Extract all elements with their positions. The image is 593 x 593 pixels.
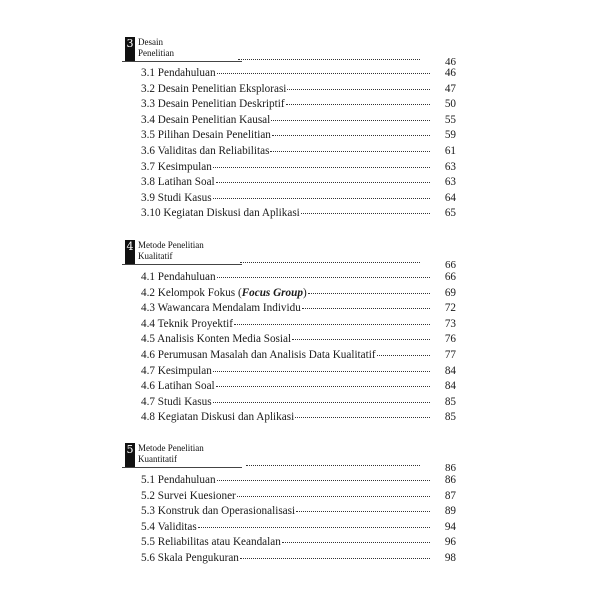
entry-page: 46 — [444, 67, 456, 79]
entry-page: 61 — [444, 144, 456, 157]
chapter-title-line1: Metode Penelitian — [138, 443, 204, 453]
entry-leader — [286, 104, 430, 105]
entry-label: 4.6 Latihan Soal — [141, 380, 215, 393]
entry-leader — [240, 558, 430, 559]
entry-leader — [302, 308, 430, 309]
entry-leader — [308, 293, 430, 294]
entry-leader — [282, 542, 430, 543]
toc-entry[interactable] — [122, 552, 456, 568]
toc-entry[interactable] — [122, 161, 456, 177]
entry-label: 4.8 Kegiatan Diskusi dan Aplikasi — [141, 411, 295, 424]
toc-entry[interactable] — [122, 365, 456, 381]
toc-entries — [122, 67, 456, 223]
entry-label: 5.5 Reliabilitas atau Keandalan — [141, 536, 281, 549]
entry-page: 96 — [444, 536, 456, 549]
entry-label: 3.1 Pendahuluan — [141, 67, 216, 79]
toc-entry[interactable] — [122, 521, 456, 537]
entry-label: 5.1 Pendahuluan — [141, 474, 216, 486]
chapter-rule — [122, 467, 242, 468]
chapter-heading — [122, 240, 456, 271]
chapter-page: 86 — [445, 462, 456, 474]
entry-label: 5.6 Skala Pengukuran — [141, 551, 239, 564]
entry-leader — [198, 527, 430, 528]
toc-entry[interactable] — [122, 98, 456, 114]
chapter-rule — [122, 264, 242, 265]
chapter-title — [138, 37, 174, 58]
entry-leader — [295, 417, 430, 418]
entry-page: 98 — [444, 551, 456, 564]
entry-label: 3.7 Kesimpulan — [141, 160, 212, 173]
toc-entry[interactable] — [122, 271, 456, 287]
entry-label: 3.8 Latihan Soal — [141, 176, 215, 189]
entry-label: 5.3 Konstruk dan Operasionalisasi — [141, 505, 296, 518]
entry-page: 63 — [444, 160, 456, 173]
entry-label: 4.7 Kesimpulan — [141, 364, 212, 377]
entry-page: 65 — [444, 207, 456, 220]
chapter-title-line2: Kualitatif — [138, 250, 173, 261]
chapter-3 — [122, 37, 456, 223]
entry-page: 64 — [444, 191, 456, 204]
entry-page: 85 — [444, 411, 456, 424]
toc-entry[interactable] — [122, 192, 456, 208]
entry-page: 87 — [444, 489, 456, 502]
entry-page: 66 — [444, 271, 456, 283]
entry-leader — [296, 511, 430, 512]
entry-page: 89 — [444, 505, 456, 518]
chapter-leader — [246, 465, 420, 466]
entry-leader — [287, 89, 430, 90]
toc-entry[interactable] — [122, 333, 456, 349]
entry-label: 3.4 Desain Penelitian Kausal — [141, 113, 271, 126]
chapter-5 — [122, 443, 456, 568]
toc-entries — [122, 271, 456, 427]
entry-leader — [217, 480, 430, 481]
chapter-title-line2: Kuantitatif — [138, 453, 177, 464]
chapter-number: 3 — [125, 37, 135, 61]
chapter-4 — [122, 240, 456, 427]
chapter-title-line1: Metode Penelitian — [138, 240, 204, 250]
toc-entry[interactable] — [122, 114, 456, 130]
entry-leader — [377, 355, 430, 356]
chapter-page: 46 — [445, 56, 456, 68]
toc-entry[interactable] — [122, 349, 456, 365]
entry-label: 4.4 Teknik Proyektif — [141, 317, 233, 330]
toc-entry[interactable] — [122, 83, 456, 99]
chapter-title-line1: Desain — [138, 37, 163, 47]
entry-label — [141, 287, 307, 299]
entry-leader — [217, 277, 430, 278]
toc-entry[interactable] — [122, 474, 456, 490]
entry-page: 77 — [444, 348, 456, 361]
entry-page: 59 — [444, 129, 456, 142]
entry-label: 3.6 Validitas dan Reliabilitas — [141, 144, 270, 157]
toc-entry[interactable] — [122, 411, 456, 427]
chapter-number: 4 — [125, 240, 135, 264]
entry-leader — [301, 213, 430, 214]
toc-entry[interactable] — [122, 380, 456, 396]
entry-page: 50 — [444, 98, 456, 111]
entry-page: 47 — [444, 82, 456, 95]
chapter-heading — [122, 37, 456, 68]
toc-entry[interactable] — [122, 536, 456, 552]
chapter-title-line2: Penelitian — [138, 47, 174, 58]
entry-label: 3.2 Desain Penelitian Eksplorasi — [141, 82, 287, 95]
toc-entry[interactable] — [122, 490, 456, 506]
entry-page: 84 — [444, 380, 456, 393]
entry-label: 4.7 Studi Kasus — [141, 395, 212, 408]
entry-page: 63 — [444, 176, 456, 189]
toc-entry[interactable] — [122, 302, 456, 318]
toc-entry[interactable] — [122, 67, 456, 83]
entry-page: 76 — [444, 333, 456, 346]
entry-label: 3.3 Desain Penelitian Deskriptif — [141, 98, 285, 111]
entry-page: 73 — [444, 317, 456, 330]
toc-entry[interactable] — [122, 176, 456, 192]
entry-leader — [216, 386, 430, 387]
toc-entry[interactable] — [122, 505, 456, 521]
chapter-leader — [238, 59, 420, 60]
entry-label: 3.5 Pilihan Desain Penelitian — [141, 129, 271, 142]
entry-label: 4.1 Pendahuluan — [141, 271, 216, 283]
entry-label-pre: 4.2 Kelompok Fokus ( — [141, 286, 242, 299]
chapter-title — [138, 240, 204, 261]
entry-label-post: ) — [302, 286, 307, 299]
entry-page: 55 — [444, 113, 456, 126]
toc-entry[interactable] — [122, 207, 456, 223]
entry-label: 4.3 Wawancara Mendalam Individu — [141, 302, 301, 315]
entry-label-emphasis: Focus Group — [241, 286, 303, 299]
entry-leader — [216, 182, 430, 183]
entry-label: 5.2 Survei Kuesioner — [141, 489, 236, 502]
toc-entries — [122, 474, 456, 568]
toc-entry[interactable] — [122, 145, 456, 161]
entry-leader — [217, 73, 430, 74]
entry-page: 85 — [444, 395, 456, 408]
entry-leader — [213, 402, 430, 403]
entry-leader — [213, 371, 430, 372]
chapter-rule — [122, 61, 242, 62]
toc-entry[interactable] — [122, 318, 456, 334]
entry-label: 3.10 Kegiatan Diskusi dan Aplikasi — [141, 207, 300, 220]
chapter-number: 5 — [125, 443, 135, 467]
chapter-title — [138, 443, 204, 464]
entry-leader — [292, 339, 430, 340]
entry-page: 69 — [444, 286, 456, 299]
entry-label: 4.5 Analisis Konten Media Sosial — [141, 333, 292, 346]
entry-leader — [271, 120, 430, 121]
entry-label: 5.4 Validitas — [141, 520, 197, 533]
entry-leader — [213, 198, 430, 199]
chapter-heading — [122, 443, 456, 474]
entry-page: 84 — [444, 364, 456, 377]
entry-label: 4.6 Perumusan Masalah dan Analisis Data Kualitatif — [141, 348, 376, 361]
entry-leader — [270, 151, 430, 152]
toc-entry[interactable] — [122, 129, 456, 145]
entry-leader — [237, 496, 430, 497]
entry-page: 86 — [444, 474, 456, 486]
entry-page: 94 — [444, 520, 456, 533]
entry-label: 3.9 Studi Kasus — [141, 191, 212, 204]
entry-leader — [234, 324, 430, 325]
chapter-page: 66 — [445, 259, 456, 271]
chapter-leader — [240, 262, 420, 263]
entry-page: 72 — [444, 302, 456, 315]
toc-entry[interactable] — [122, 287, 456, 303]
entry-leader — [213, 167, 430, 168]
toc-entry[interactable] — [122, 396, 456, 412]
entry-leader — [272, 135, 430, 136]
